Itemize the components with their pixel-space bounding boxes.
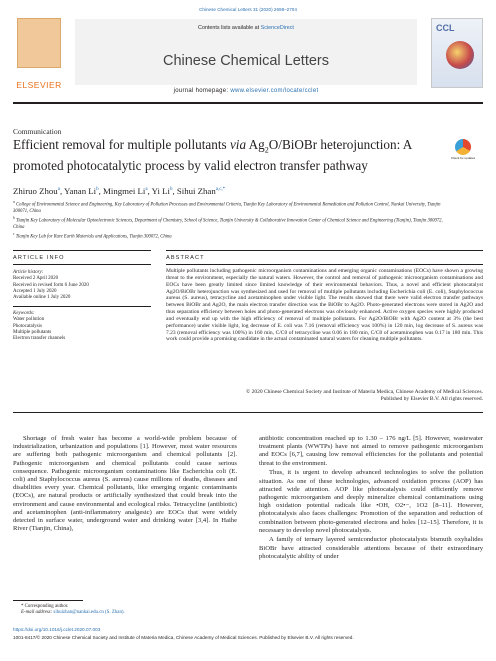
contents-line xyxy=(75,25,417,31)
affiliation: $^c$ Tianjin Key Lab for Rare Earth Materials and Applications, Tianjin 300072, China xyxy=(13,231,172,240)
keyword: Photocatalysis xyxy=(13,323,42,329)
history-entry: Available online 1 July 2020 xyxy=(13,295,71,301)
footnote-corresponding: * Corresponding author. xyxy=(21,604,69,609)
author[interactable]: Mingmei Li$^a$ xyxy=(103,186,148,196)
history-entry: Received 2 April 2020 xyxy=(13,276,59,282)
abstract-copyright-line-2: Published by Elsevier B.V. All rights reserved. xyxy=(380,395,483,402)
article-info-block xyxy=(13,270,151,343)
keyword: Water pollution xyxy=(13,317,45,323)
history-entry: Received in revised form 6 June 2020 xyxy=(13,282,89,288)
author[interactable]: Yi Li$^b$ xyxy=(151,186,173,196)
keywords-label: Keywords: xyxy=(13,311,35,317)
article-title xyxy=(13,137,413,174)
title-subscript: 2 xyxy=(264,145,269,155)
abstract-text: Multiple pollutants including pathogenic microorganism contaminations and emerging organic contaminations (EOCs) have shown a growing threat to the environment, especially the natural waters. However, the control and removal of pathogenic microorganism contaminations and EOCs have been greatly limited since limited knowledge of their environmental behaviors. Thus, a novel and efficient photocatalyst Ag2O/BiOBr heterojunction was synthesized and used for removal of multiple pollutants including Escherichia coli (E. coli), Staphylococcus aureus (S. aureus), tetracycline and acetaminophen under visible light. The results showed that there were valid electron transfer pathways between BiOBr and Ag2O, the main electron transfer direction was the BiOBr to Ag2O. Photo-generated electrons were stored in Ag2O and thus separation efficiency between holes and photo-generated electrons was obviously enhanced. Active oxygen species were highly produced and eventually end up with the high efficiency of removal of multiple pollutants. For Ag2O/BiOBr with Ag2O content at 3% (the best performance) under visible light, log decrease of E. coli was 7.16 (removal efficiency was 100%) in 120 min, log decrease of S. aureus was 7.23 (removal efficiency was 100%) in 160 min, C/C0 of tetracycline was 0.06 in 180 min, C/C0 of acetaminophen was 0.17 in 180 min. This work could provide a promising candidate in the actual contaminated natural waters for cleaning multiple pollutants. xyxy=(166,268,483,343)
body-paragraph: Thus, it is urgent to develop advanced technologies to solve the pollution situation. As one of these technologies, advanced oxidation process (AOP) has attracted wide attention. AOP like photocatalysis could efficiently remove pathogenic microorganism and deeply mineralize chemical contaminations using high oxidation potential radicals like •OH, O2•−, 1O2 [8–11]. However, photocatalysis also faces challenges: Promotion of the separation and reduction of combination between photo-generated electrons and holes [12–15]. Therefore, it is necessary to develop novel photocatalysts. xyxy=(259,469,483,534)
journal-name: Chinese Chemical Letters xyxy=(162,53,330,69)
journal-header-box xyxy=(75,19,417,85)
title-part-3: O/BiOBr heterojunction: A promoted photocatalytic process by valid electron transfer pathway xyxy=(13,137,412,174)
affiliations xyxy=(13,199,453,241)
elsevier-logo[interactable] xyxy=(13,16,65,96)
cover-graphic xyxy=(446,41,474,69)
article-info-heading: ARTICLE INFO xyxy=(13,255,65,261)
abstract-head-rule xyxy=(166,264,483,265)
affiliation: $^a$ College of Environmental Science and Engineering, Key Laboratory of Pollution Processes and Environmental Criteria, Tianjin Key Laboratory of Environmental Remediation and Pollution Control, Nankai University, Tianjin 300071, China xyxy=(13,200,441,214)
crossmark-label: Check for updates xyxy=(450,156,476,160)
body-column-left xyxy=(13,435,237,535)
author[interactable]: Yanan Li$^b$ xyxy=(64,186,99,196)
contents-prefix: Contents lists available at xyxy=(198,25,261,31)
article-info-top-rule xyxy=(13,250,151,251)
history-entry: Accepted 1 July 2020 xyxy=(13,288,57,294)
body-paragraph: Shortage of fresh water has become a world-wide problem because of industrialization, urbanization and populations [1]. However, most water resources are suffering both pathogenic microorganism and chemical pollutants [2]. Pathogenic microorganism and chemical pollutants could cause serious consequence. Pathogenic microorganism contaminations like Escherichia coli (E. coli) and Staphylococcus aureus (S. aureus) cause millions of deaths, diseases and disabilities every year. Chemical pollutants, like emerging organic contaminants (EOCs), are natural products or artificially synthesized that could break into the environment and cause environmental and ecological risks. Tetracycline (antibiotic) and acetaminophen (anti-inflammatory analgesic) are EOCs that were widely detected in surface water, underground water and drinking water [3,4]. In Haihe River (Tianjin, China), xyxy=(13,435,237,533)
elsevier-wordmark: ELSEVIER xyxy=(16,80,62,90)
corresponding-author-footnote xyxy=(13,604,237,617)
homepage-prefix: journal homepage: xyxy=(173,88,231,94)
title-part-2: Ag xyxy=(246,137,265,152)
footnote-rule xyxy=(13,600,83,601)
abstract-copyright-line-1: © 2020 Chinese Chemical Society and Institute of Materia Medica, Chinese Academy of Medical Sciences. xyxy=(246,389,483,395)
footnote-email-link[interactable]: sihuizhan@nankai.edu.cn (S. Zhan). xyxy=(53,610,125,616)
crossmark-icon xyxy=(455,139,471,155)
homepage-link[interactable]: www.elsevier.com/locate/cclet xyxy=(230,88,319,94)
keyword: Electron transfer channels xyxy=(13,336,66,342)
footer-copyright: 1001-8417/© 2020 Chinese Chemical Society and Institute of Materia Medica, Chinese Academy of Medical Sciences. Published by Elsevier B.V. All rights reserved. xyxy=(13,635,354,640)
title-part-1: Efficient removal for multiple pollutants xyxy=(13,137,230,152)
crossmark-badge[interactable] xyxy=(452,139,474,161)
abstract-top-rule xyxy=(166,250,483,251)
author[interactable]: Sihui Zhan$^{a,c,*}$ xyxy=(176,186,226,196)
author-list: Zhiruo Zhou$^a$, Yanan Li$^b$, Mingmei Li$^a$, Yi Li$^b$, Sihui Zhan$^{a,c,*}$ xyxy=(13,186,226,196)
journal-citation: Chinese Chemical Letters 31 (2020) 2698–2704 xyxy=(199,7,297,12)
title-via: via xyxy=(229,137,247,152)
masthead xyxy=(13,16,483,100)
body-column-right xyxy=(259,435,483,563)
header-divider xyxy=(13,102,483,104)
elsevier-tree-icon xyxy=(17,18,61,68)
homepage-line xyxy=(75,88,417,94)
journal-cover-image[interactable] xyxy=(431,18,483,88)
abstract-copyright xyxy=(166,389,483,403)
footnote-email-label: E-mail address: xyxy=(21,610,54,616)
doi-link[interactable]: https://doi.org/10.1016/j.cclet.2020.07.003 xyxy=(13,627,101,632)
abstract-heading: ABSTRACT xyxy=(166,255,205,261)
sciencedirect-link[interactable]: ScienceDirect xyxy=(260,25,294,31)
article-info-head-rule xyxy=(13,264,151,265)
affiliation: $^b$ Tianjin Key Laboratory of Molecular Optoelectronic Sciences, Department of Chemistry, School of Science, Tianjin University & Collaborative Innovation Center of Chemical Science and Engineering (Tianjin), Tianjin 300072, China xyxy=(13,215,443,230)
body-paragraph: A family of ternary layered semiconductor photocatalysts bismuth oxyhalides BiOBr have attracted considerable attentions because of their extraordinary photocatalytic ability of under xyxy=(259,536,483,560)
cover-label: CCL xyxy=(436,23,455,33)
keywords-rule xyxy=(13,306,151,307)
author[interactable]: Zhiruo Zhou$^a$ xyxy=(13,186,60,196)
keyword: Multiple pollutants xyxy=(13,329,52,335)
article-type: Communication xyxy=(13,127,62,136)
history-label: Article history: xyxy=(13,270,44,275)
body-paragraph: antibiotic concentration reached up to 1.30 – 176 ng/L [5]. However, wastewater treatment plants (WWTPs) have not aimed to remove pathogenic microorganism and EOCs [6,7], causing low removal efficiencies for the pollutants and potential threat to the environment. xyxy=(259,435,483,467)
abstract-bottom-rule xyxy=(13,412,483,413)
